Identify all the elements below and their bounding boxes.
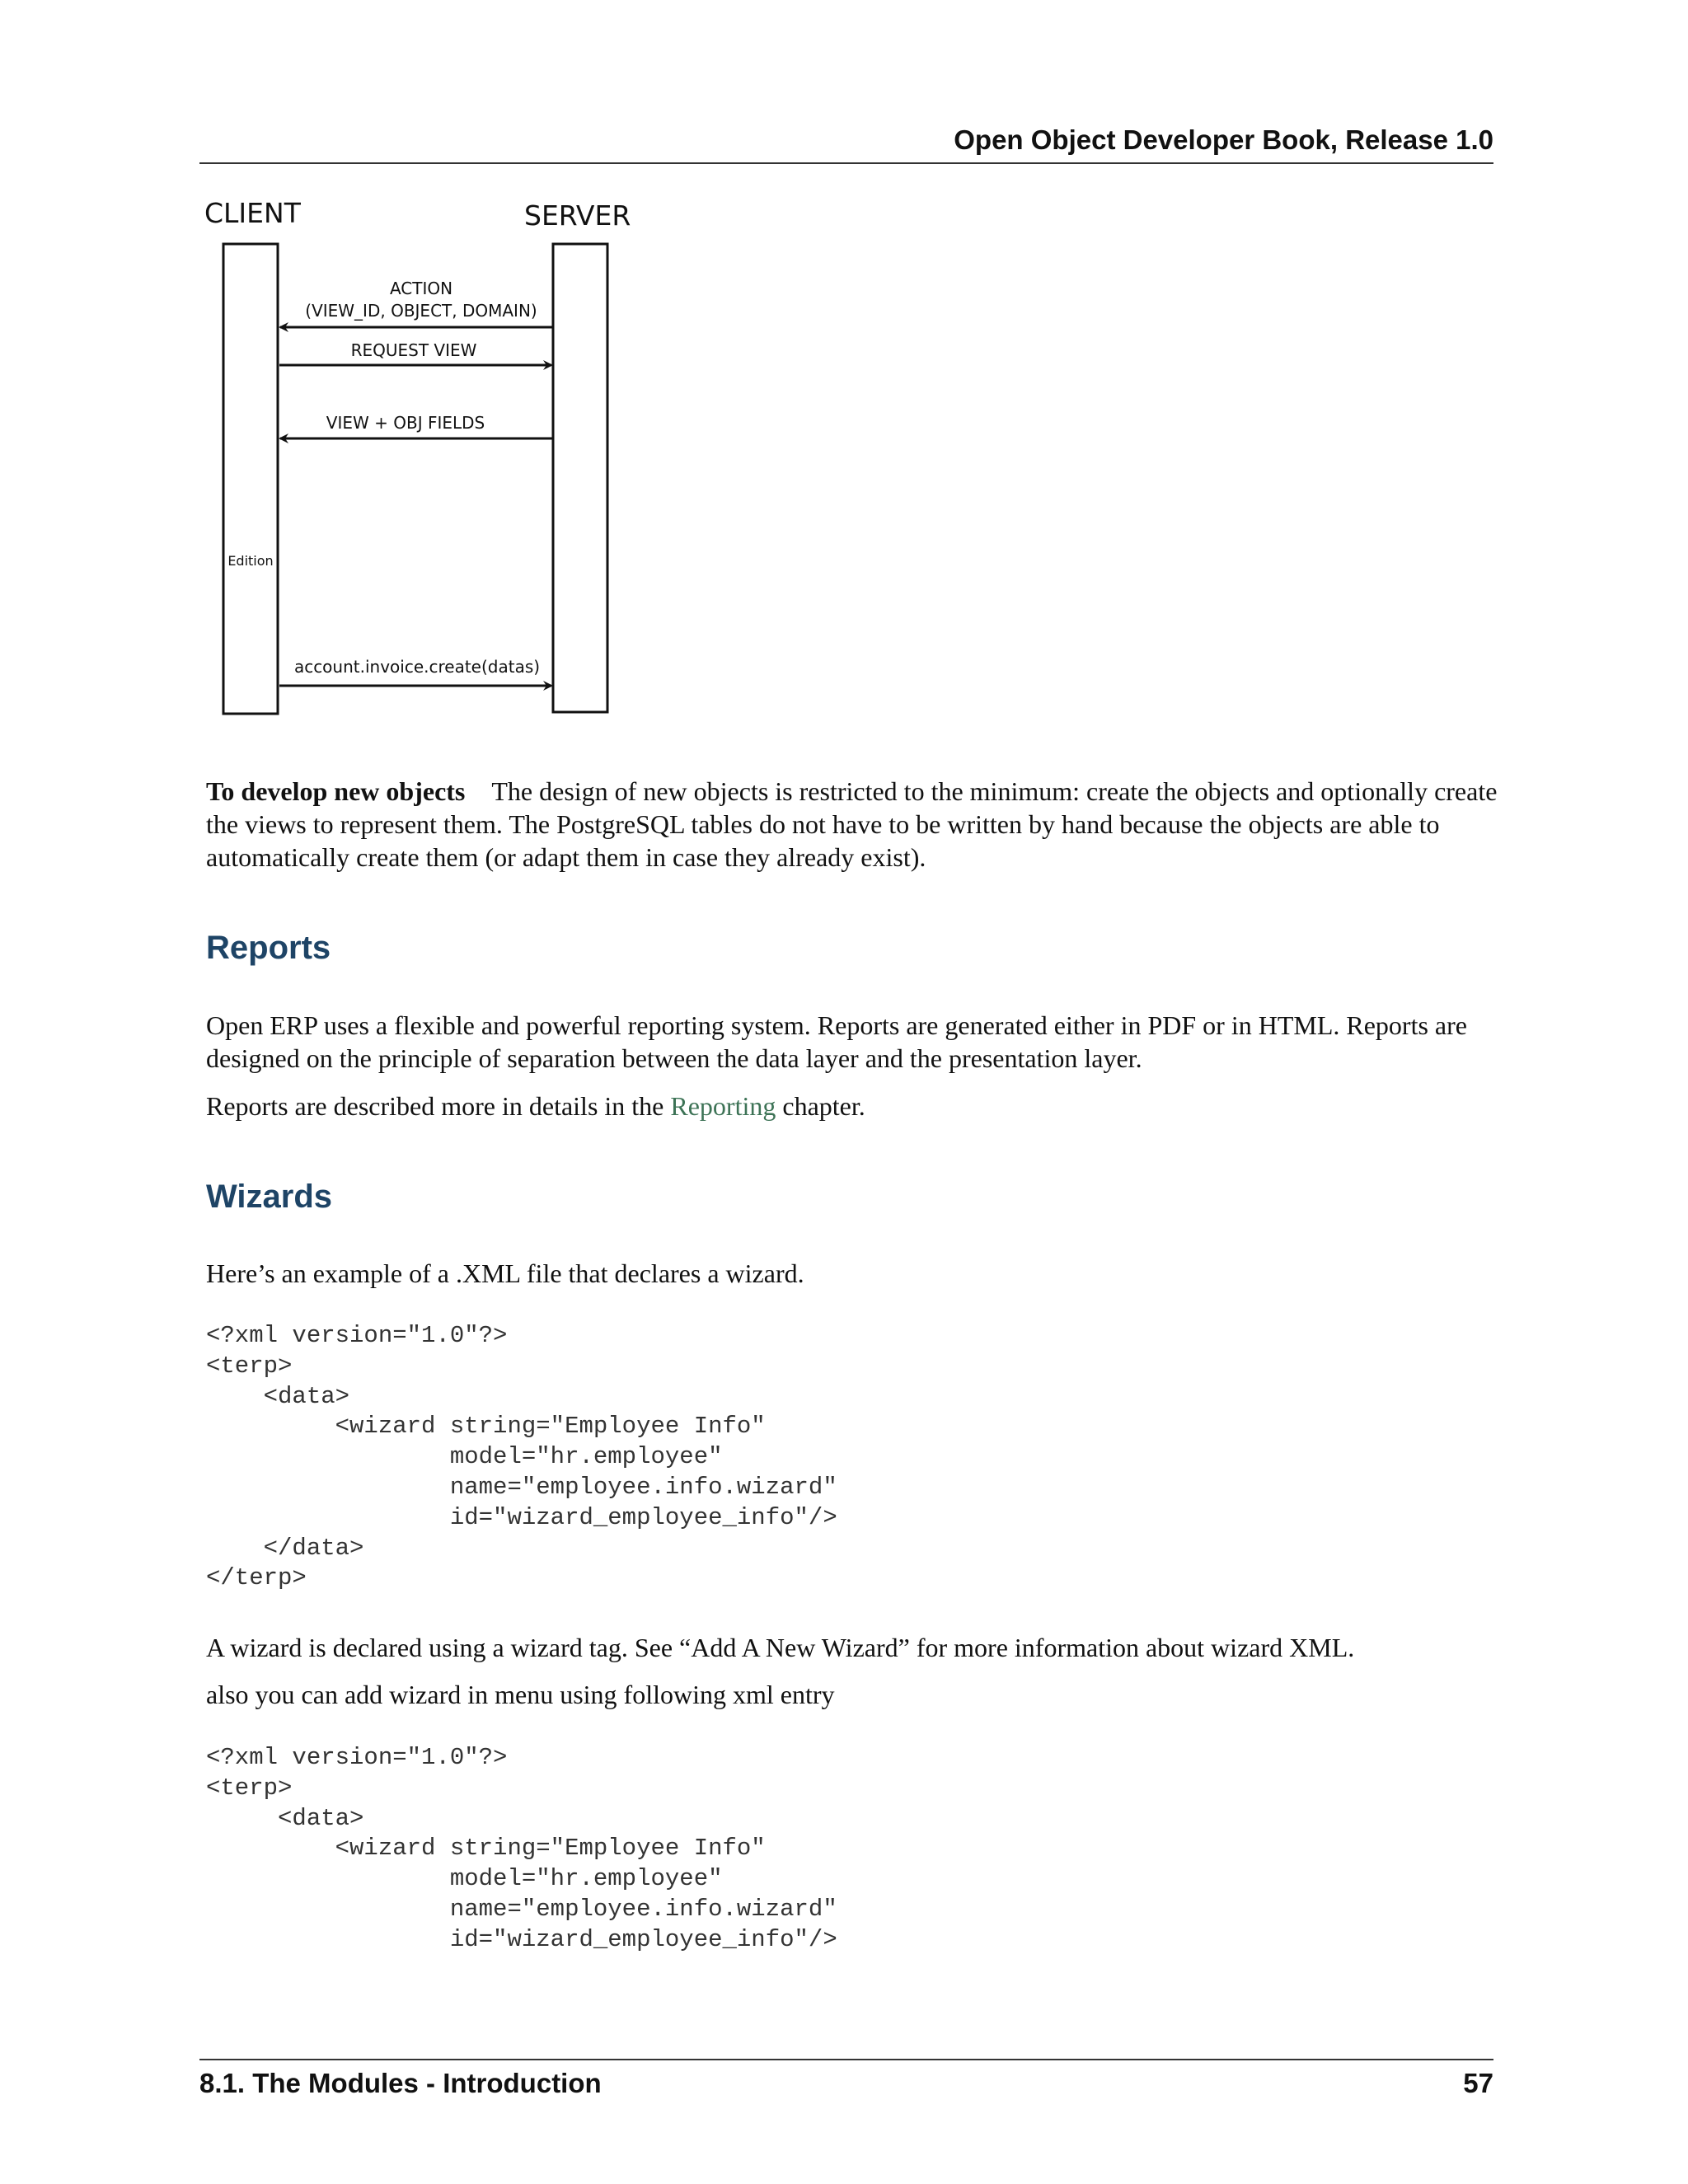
action-params-label: (VIEW_ID, OBJECT, DOMAIN): [305, 301, 537, 321]
server-label: SERVER: [524, 199, 631, 232]
new-objects-paragraph: [206, 775, 1500, 874]
page-number: 57: [1463, 2068, 1493, 2098]
wizard-menu-paragraph: also you can add wizard in menu using following xml entry: [206, 1680, 835, 1709]
running-header: Open Object Developer Book, Release 1.0: [954, 124, 1493, 155]
header-rule: [199, 162, 1493, 164]
footer-rule: [199, 2059, 1493, 2060]
new-objects-lead: To develop new objects: [206, 776, 466, 806]
wizard-xml-code-block: <?xml version="1.0"?> <terp> <data> <wizard string="Employee Info" model="hr.employee" name="employee.info.wizard" id="wizard_employee_info"/> </data> </terp>: [206, 1322, 837, 1592]
wizards-heading: Wizards: [206, 1179, 333, 1215]
reports-paragraph-2: [206, 1090, 1500, 1122]
footer-section-title: 8.1. The Modules - Introduction: [199, 2068, 602, 2098]
client-server-diagram: [199, 198, 661, 725]
reports-para2-after: chapter.: [776, 1091, 865, 1121]
reporting-link[interactable]: Reporting: [670, 1091, 776, 1121]
create-call-label: account.invoice.create(datas): [293, 657, 541, 677]
wizard-declared-paragraph: A wizard is declared using a wizard tag. See “Add A New Wizard” for more information about wizard XML.: [206, 1633, 1355, 1662]
server-lifeline: [553, 244, 607, 712]
edition-label: Edition: [227, 553, 274, 569]
client-label: CLIENT: [204, 198, 301, 229]
new-objects-text: The design of new objects is restricted to the minimum: create the objects and optionally create the views to represent them. The PostgreSQL tables do not have to be written by hand because the objects are able to automatically create them (or adapt them in case they already exist).: [206, 776, 1498, 872]
wizard-menu-code-block: <?xml version="1.0"?> <terp> <data> <wizard string="Employee Info" model="hr.employee" name="employee.info.wizard" id="wizard_employee_info"/>: [206, 1744, 837, 1953]
reports-paragraph-1: Open ERP uses a flexible and powerful reporting system. Reports are generated either in PDF or in HTML. Reports are designed on the principle of separation between the data layer and the presentation layer.: [206, 1010, 1467, 1073]
sequence-diagram-svg: [199, 198, 661, 725]
client-lifeline: [223, 244, 278, 714]
reports-para2-before: Reports are described more in details in the: [206, 1091, 671, 1121]
view-fields-label: VIEW + OBJ FIELDS: [326, 413, 485, 433]
wizards-intro: Here’s an example of a .XML file that declares a wizard.: [206, 1258, 804, 1288]
action-label: ACTION: [389, 279, 453, 298]
request-view-label: REQUEST VIEW: [350, 340, 477, 360]
reports-heading: Reports: [206, 930, 331, 966]
